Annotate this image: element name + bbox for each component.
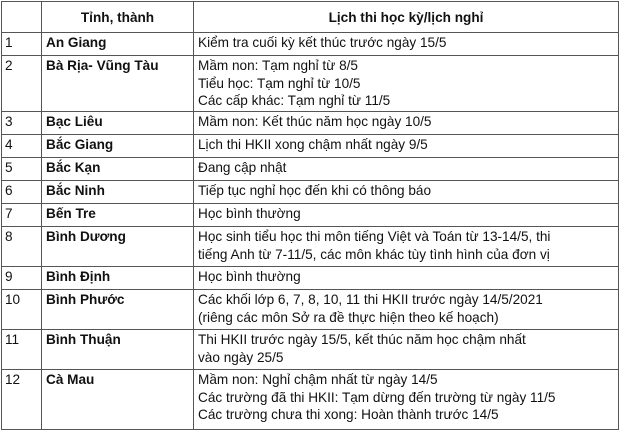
row-number: 5 (2, 158, 42, 181)
schedule-line: Mầm non: Tạm nghỉ từ 8/5 (198, 58, 358, 73)
schedule-line: Thi HKII trước ngày 15/5, kết thúc năm học chậm nhất (198, 332, 526, 347)
province-name: Bắc Ninh (42, 181, 194, 204)
schedule-cell (194, 267, 619, 290)
table-row (2, 181, 619, 204)
province-name: Bắc Giang (42, 135, 194, 158)
row-number: 8 (2, 227, 42, 267)
schedule-line: Tiếp tục nghỉ học đến khi có thông báo (198, 183, 432, 198)
schedule-cell (194, 330, 619, 370)
schedule-line: Tiểu học: Tạm nghỉ từ 10/5 (198, 75, 361, 91)
schedule-line: Đang cập nhật (198, 160, 287, 175)
schedule-line: Học sinh tiểu học thi môn tiếng Việt và Toán từ 13-14/5, thi (198, 229, 551, 244)
province-name: Bắc Kạn (42, 158, 194, 181)
row-number: 11 (2, 330, 42, 370)
header-province: Tỉnh, thành (42, 2, 194, 33)
schedule-line: Lịch thi HKII xong chậm nhất ngày 9/5 (198, 137, 428, 152)
province-name: Bình Thuận (42, 330, 194, 370)
schedule-line: (riêng các môn Sở ra đề thực hiện theo kế hoạch) (198, 309, 499, 325)
header-schedule: Lịch thi học kỳ/lịch nghỉ (194, 2, 619, 33)
schedule-cell (194, 181, 619, 204)
province-name: Cà Mau (42, 370, 194, 430)
province-name: Bạc Liêu (42, 112, 194, 135)
table-row (2, 267, 619, 290)
table-row (2, 56, 619, 112)
schedule-line: Mầm non: Nghỉ chậm nhất từ ngày 14/5 (198, 372, 438, 387)
schedule-line: Kiểm tra cuối kỳ kết thúc trước ngày 15/5 (198, 35, 447, 50)
row-number: 10 (2, 290, 42, 330)
table-row (2, 290, 619, 330)
table-row (2, 158, 619, 181)
table-row (2, 112, 619, 135)
schedule-line: Các khối lớp 6, 7, 8, 10, 11 thi HKII trước ngày 14/5/2021 (198, 292, 543, 307)
row-number: 3 (2, 112, 42, 135)
table-row (2, 33, 619, 56)
schedule-cell (194, 370, 619, 430)
schedule-cell (194, 290, 619, 330)
table-row (2, 135, 619, 158)
schedule-cell (194, 33, 619, 56)
schedule-line: Các trường chưa thi xong: Hoàn thành trước 14/5 (198, 407, 499, 422)
schedule-line: Các trường đã thi HKII: Tạm dừng đến trường từ ngày 11/5 (198, 389, 556, 405)
table-header-row (2, 2, 619, 33)
schedule-line: tiếng Anh từ 7-11/5, các môn khác tùy tình hình của đơn vị (198, 246, 550, 262)
table-body (2, 33, 619, 430)
schedule-cell (194, 112, 619, 135)
schedule-cell (194, 204, 619, 227)
row-number: 6 (2, 181, 42, 204)
exam-schedule-table (1, 1, 619, 430)
schedule-cell (194, 227, 619, 267)
row-number: 4 (2, 135, 42, 158)
schedule-line: Học bình thường (198, 206, 301, 221)
row-number: 9 (2, 267, 42, 290)
schedule-line: Các cấp khác: Tạm nghỉ từ 11/5 (198, 93, 391, 108)
header-number (2, 2, 42, 33)
row-number: 1 (2, 33, 42, 56)
schedule-line: vào ngày 25/5 (198, 349, 284, 365)
row-number: 12 (2, 370, 42, 430)
schedule-line: Mầm non: Kết thúc năm học ngày 10/5 (198, 114, 432, 129)
schedule-cell (194, 135, 619, 158)
province-name: Bình Phước (42, 290, 194, 330)
province-name: Bến Tre (42, 204, 194, 227)
schedule-cell (194, 158, 619, 181)
schedule-cell (194, 56, 619, 112)
province-name: Bình Dương (42, 227, 194, 267)
table-row (2, 204, 619, 227)
table-row (2, 227, 619, 267)
province-name: An Giang (42, 33, 194, 56)
table-row (2, 330, 619, 370)
row-number: 2 (2, 56, 42, 112)
province-name: Bình Định (42, 267, 194, 290)
schedule-line: Học bình thường (198, 269, 301, 284)
province-name: Bà Rịa- Vũng Tàu (42, 56, 194, 112)
row-number: 7 (2, 204, 42, 227)
table-row (2, 370, 619, 430)
